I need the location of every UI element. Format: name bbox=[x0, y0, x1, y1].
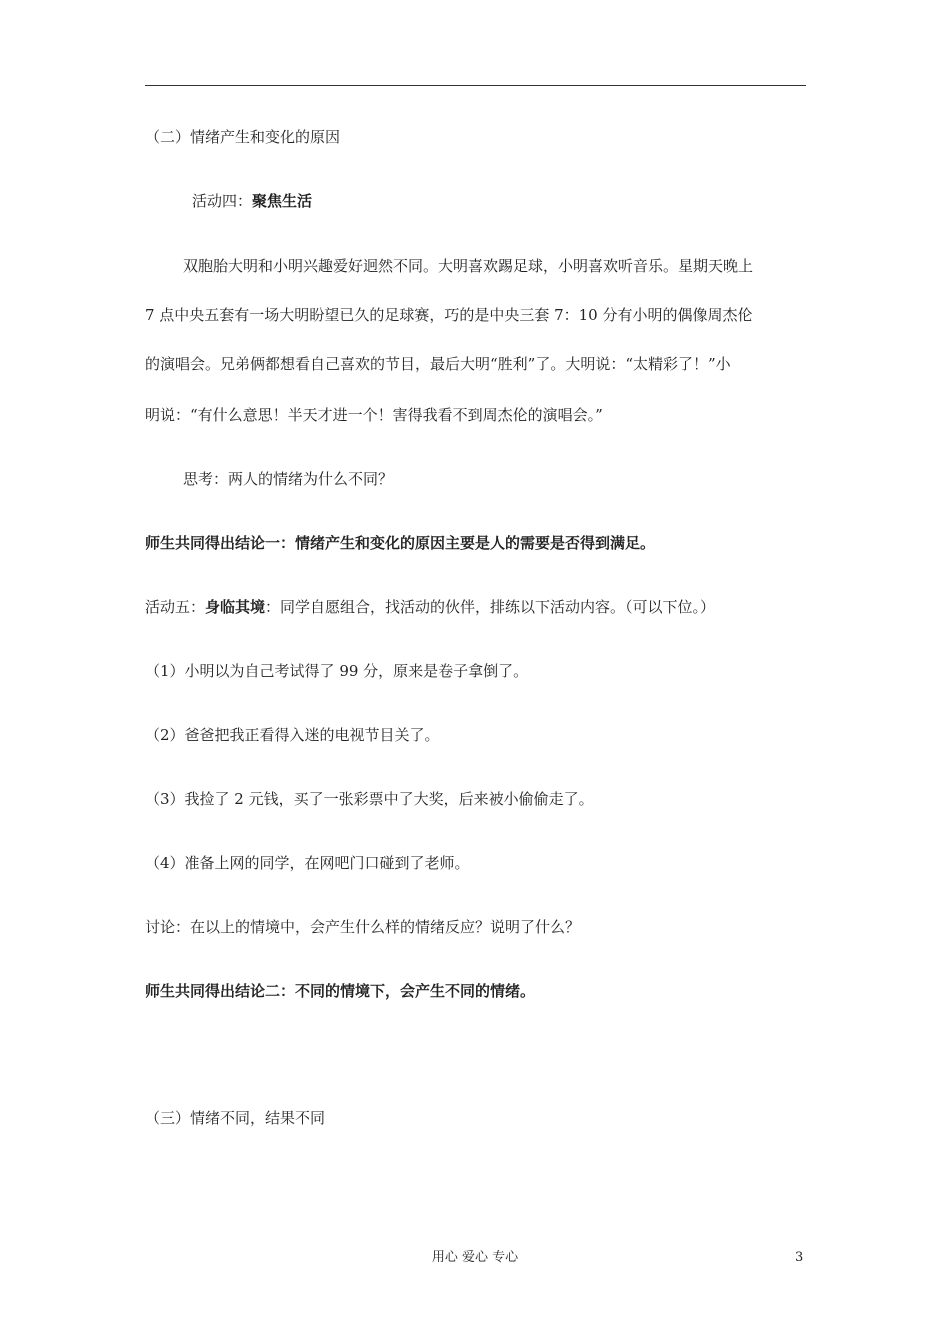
activity-5-title: 身临其境 bbox=[205, 598, 266, 616]
discussion-question: 讨论：在以上的情境中，会产生什么样的情绪反应？说明了什么？ bbox=[145, 918, 581, 936]
story-line-3: 的演唱会。兄弟俩都想看自己喜欢的节目，最后大明“胜利”了。大明说：“太精彩了！”小 bbox=[145, 355, 731, 373]
activity-5-prefix: 活动五： bbox=[145, 598, 206, 616]
conclusion-1: 师生共同得出结论一：情绪产生和变化的原因主要是人的需要是否得到满足。 bbox=[145, 534, 656, 552]
activity-5-text: ：同学自愿组合，找活动的伙伴，排练以下活动内容。（可以下位。） bbox=[265, 598, 716, 616]
scenario-1: （1）小明以为自己考试得了 99 分，原来是卷子拿倒了。 bbox=[145, 662, 529, 680]
scenario-3: （3）我捡了 2 元钱，买了一张彩票中了大奖，后来被小偷偷走了。 bbox=[145, 790, 594, 808]
conclusion-2: 师生共同得出结论二：不同的情境下，会产生不同的情绪。 bbox=[145, 982, 536, 1000]
page-number: 3 bbox=[795, 1250, 804, 1265]
header-rule bbox=[145, 85, 806, 86]
story-line-1: 双胞胎大明和小明兴趣爱好迥然不同。大明喜欢踢足球，小明喜欢听音乐。星期天晚上 bbox=[183, 257, 754, 275]
question-1: 思考：两人的情绪为什么不同？ bbox=[183, 470, 394, 488]
footer-motto: 用心 爱心 专心 bbox=[431, 1250, 519, 1265]
scenario-4: （4）准备上网的同学，在网吧门口碰到了老师。 bbox=[145, 854, 470, 872]
activity-5-line bbox=[145, 597, 715, 617]
activity-4-title: 聚焦生活 bbox=[252, 192, 313, 210]
activity-4-prefix: 活动四： bbox=[192, 192, 253, 210]
story-line-2: 7 点中央五套有一场大明盼望已久的足球赛，巧的是中央三套 7：10 分有小明的偶像周杰伦 bbox=[145, 306, 753, 324]
scenario-2: （2）爸爸把我正看得入迷的电视节目关了。 bbox=[145, 726, 440, 744]
section-2-title: （二）情绪产生和变化的原因 bbox=[145, 128, 341, 146]
section-3-title: （三）情绪不同，结果不同 bbox=[145, 1109, 326, 1127]
activity-4-heading bbox=[192, 191, 312, 211]
story-line-4: 明说：“有什么意思！半天才进一个！害得我看不到周杰伦的演唱会。” bbox=[145, 406, 603, 424]
